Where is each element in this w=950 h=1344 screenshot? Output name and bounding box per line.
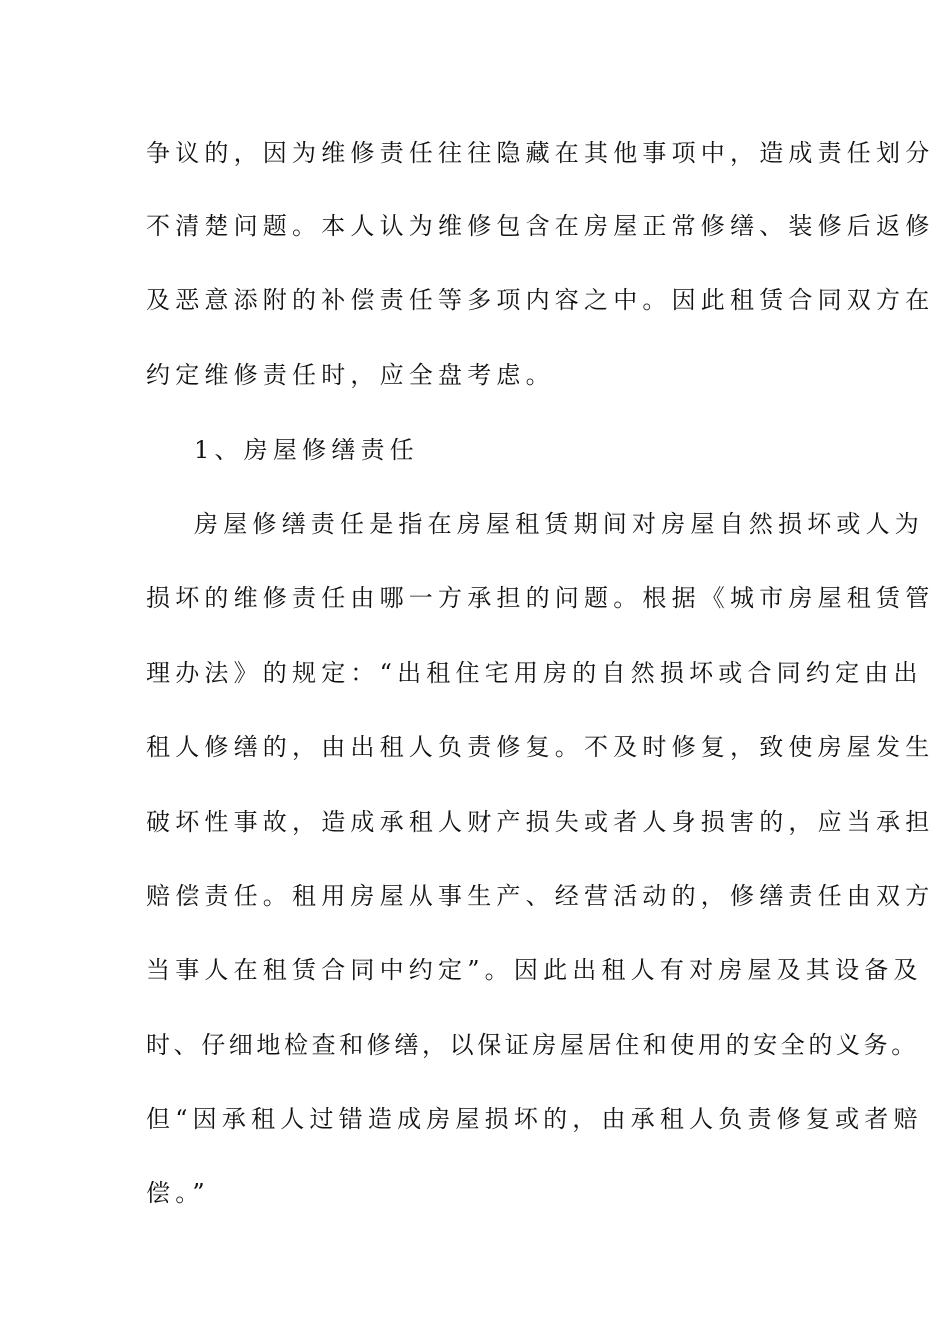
text-line: 赔偿责任。租用房屋从事生产、经营活动的，修缮责任由双方 xyxy=(146,882,935,910)
text-line: 损坏的维修责任由哪一方承担的问题。根据《城市房屋租赁管 xyxy=(146,584,935,612)
text-line: 及恶意添附的补偿责任等多项内容之中。因此租赁合同双方在 xyxy=(146,286,935,314)
text-line: 约定维修责任时，应全盘考虑。 xyxy=(146,361,555,389)
text-line: 租人修缮的，由出租人负责修复。不及时修复，致使房屋发生 xyxy=(146,733,935,761)
text-line: 当事人在租赁合同中约定”。因此出租人有对房屋及其设备及 xyxy=(146,956,923,984)
paragraph-first-line: 房屋修缮责任是指在房屋租赁期间对房屋自然损坏或人为 xyxy=(194,510,924,538)
text-line: 偿。” xyxy=(146,1179,210,1207)
text-line: 不清楚问题。本人认为维修包含在房屋正常修缮、装修后返修 xyxy=(146,212,935,240)
text-line: 但“因承租人过错造成房屋损坏的，由承租人负责修复或者赔 xyxy=(146,1105,923,1133)
text-line: 理办法》的规定：“出租住宅用房的自然损坏或合同约定由出 xyxy=(146,659,923,687)
text-line: 时、仔细地检查和修缮，以保证房屋居住和使用的安全的义务。 xyxy=(146,1031,919,1059)
section-heading: 1、房屋修缮责任 xyxy=(194,436,419,464)
text-line: 争议的，因为维修责任往往隐藏在其他事项中，造成责任划分 xyxy=(146,139,935,167)
text-line: 破坏性事故，造成承租人财产损失或者人身损害的，应当承担 xyxy=(146,808,935,836)
